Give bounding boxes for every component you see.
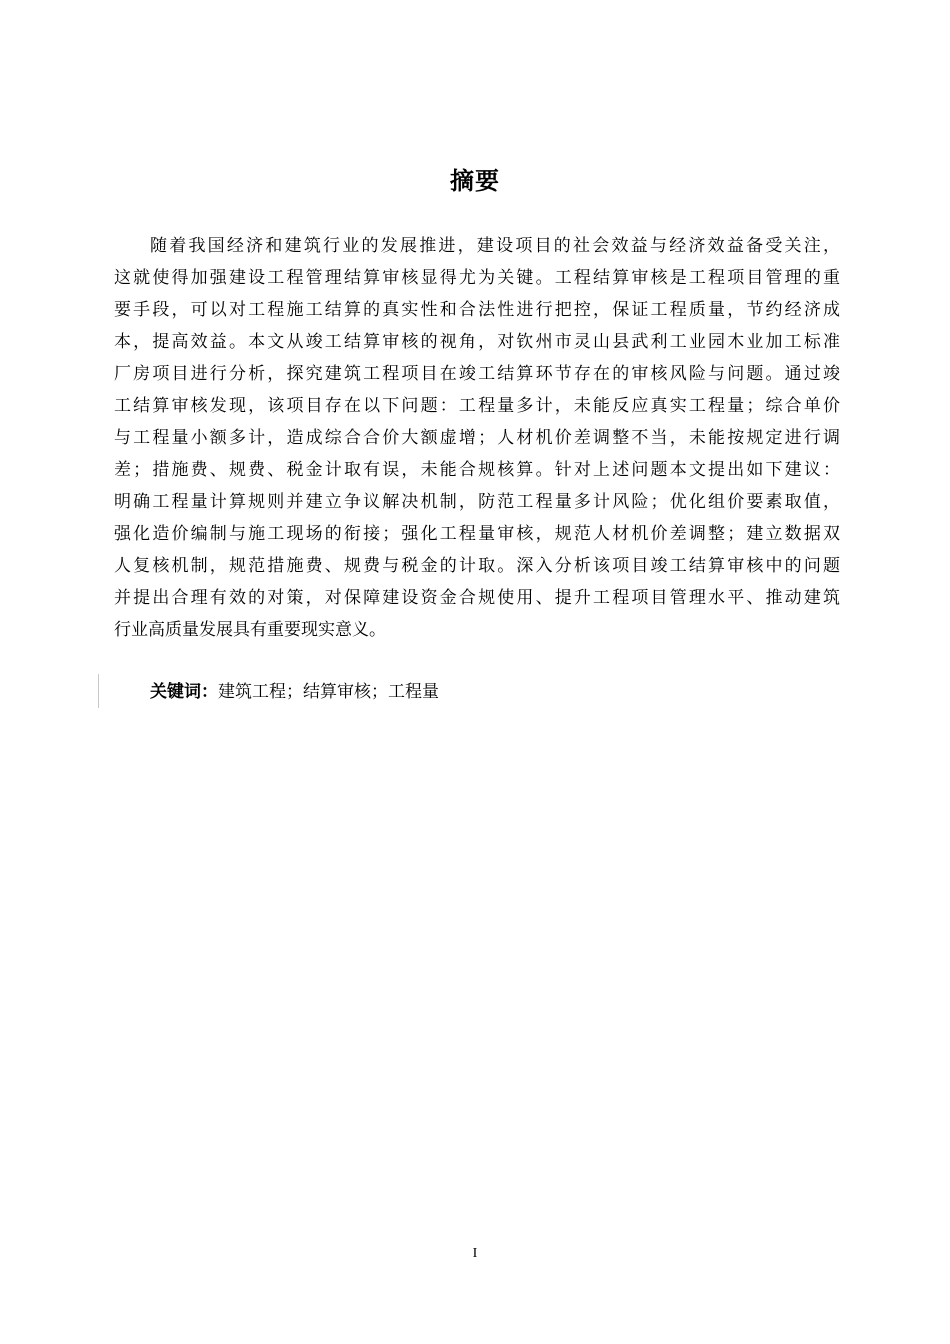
page-title: 摘要 [450, 167, 500, 195]
abstract-line: 工结算审核发现，该项目存在以下问题：工程量多计，未能反应真实工程量；综合单价 [114, 396, 840, 416]
keywords-label: 关键词： [150, 682, 218, 702]
keywords-text: 建筑工程；结算审核；工程量 [218, 682, 439, 702]
abstract-paragraph [114, 230, 840, 646]
abstract-line: 要手段，可以对工程施工结算的真实性和合法性进行把控，保证工程质量，节约经济成 [114, 300, 840, 320]
page-number: I [472, 1246, 478, 1261]
abstract-line: 明确工程量计算规则并建立争议解决机制，防范工程量多计风险；优化组价要素取值， [114, 492, 840, 512]
abstract-line: 随着我国经济和建筑行业的发展推进，建设项目的社会效益与经济效益备受关注， [150, 236, 840, 256]
abstract-line: 厂房项目进行分析，探究建筑工程项目在竣工结算环节存在的审核风险与问题。通过竣 [114, 364, 840, 384]
abstract-line: 本，提高效益。本文从竣工结算审核的视角，对钦州市灵山县武利工业园木业加工标准 [114, 332, 840, 352]
abstract-line: 并提出合理有效的对策，对保障建设资金合规使用、提升工程项目管理水平、推动建筑 [114, 588, 840, 608]
abstract-line: 人复核机制，规范措施费、规费与税金的计取。深入分析该项目竣工结算审核中的问题 [114, 556, 840, 576]
abstract-line: 差；措施费、规费、税金计取有误，未能合规核算。针对上述问题本文提出如下建议： [114, 460, 840, 480]
abstract-line: 与工程量小额多计，造成综合合价大额虚增；人材机价差调整不当，未能按规定进行调 [114, 428, 840, 448]
abstract-line: 强化造价编制与施工现场的衔接；强化工程量审核，规范人材机价差调整；建立数据双 [114, 524, 840, 544]
margin-divider [98, 674, 99, 708]
abstract-line: 行业高质量发展具有重要现实意义。 [114, 620, 386, 640]
keywords-line [150, 676, 439, 708]
abstract-line: 这就使得加强建设工程管理结算审核显得尤为关键。工程结算审核是工程项目管理的重 [114, 268, 840, 288]
